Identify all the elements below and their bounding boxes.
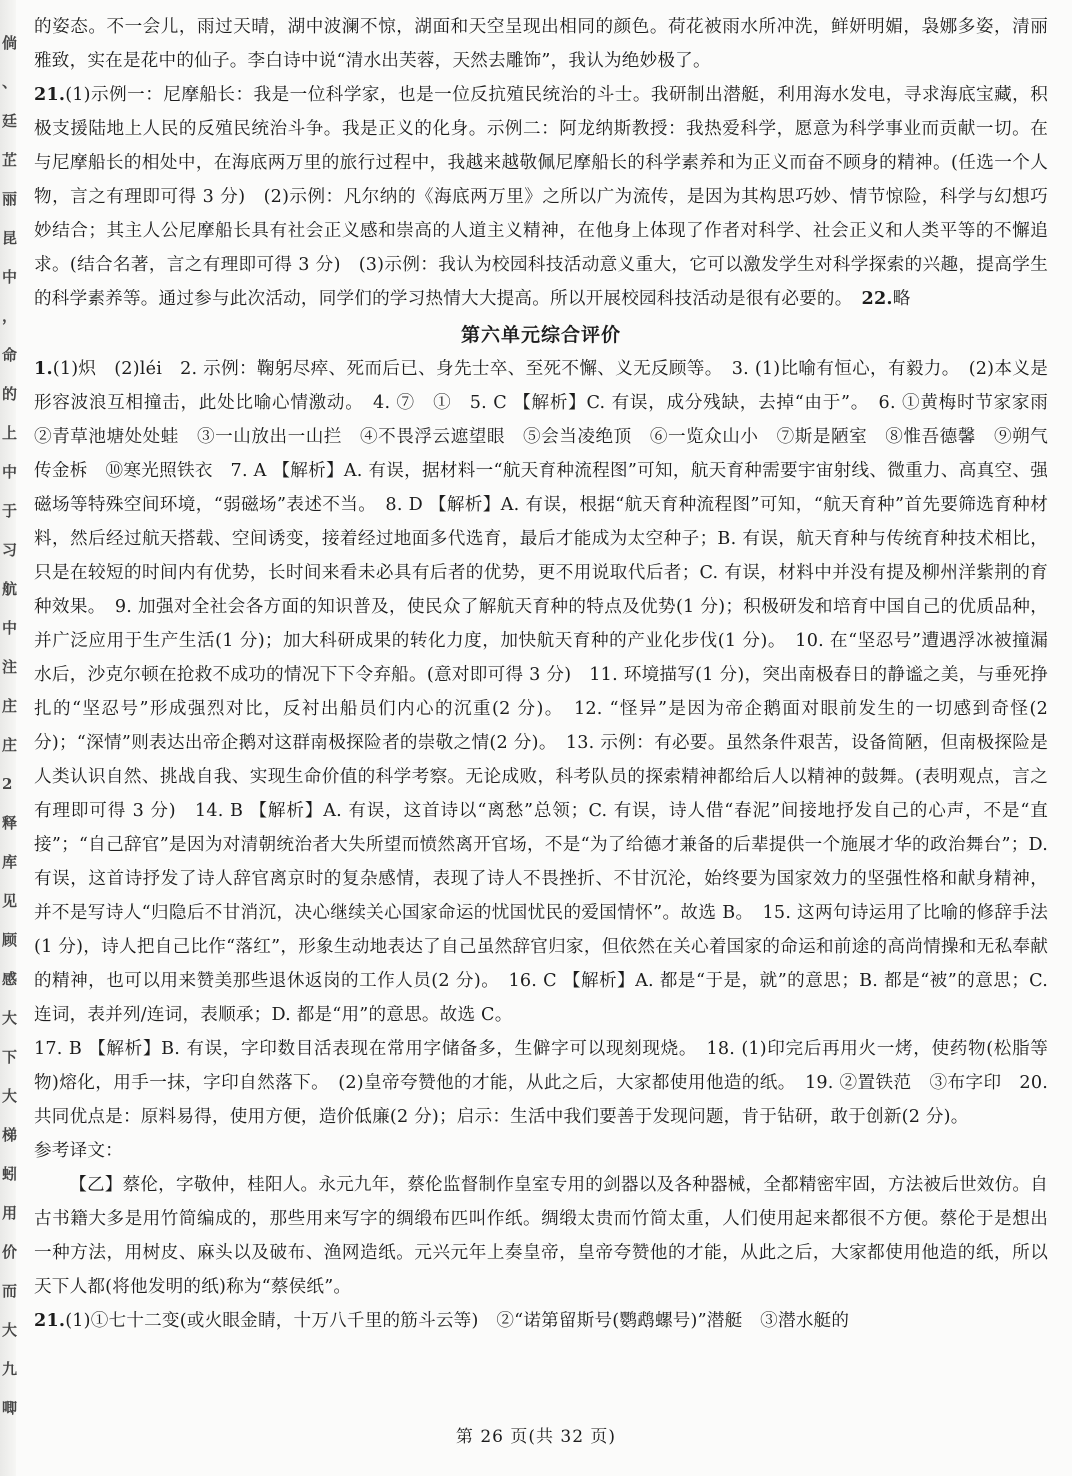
question-number: 21. (34, 1310, 66, 1331)
section-title: 第六单元综合评价 (460, 324, 621, 346)
margin-char: 九 (2, 1360, 18, 1378)
margin-char: 昆 (2, 229, 18, 247)
answer-21-part2 (34, 1304, 1048, 1338)
margin-char: 丽 (2, 190, 18, 208)
answer-page (34, 10, 1066, 1338)
question-number: 1. (34, 358, 53, 379)
margin-char: 上 (2, 424, 18, 442)
margin-char: 、 (2, 73, 18, 91)
answer-21-part1 (34, 78, 1048, 316)
question-number: 21. (34, 84, 66, 105)
margin-char: 释 (2, 814, 18, 832)
margin-char: 中 (2, 463, 18, 481)
margin-char: 庄 (2, 736, 18, 754)
margin-char: 大 (2, 1087, 18, 1105)
margin-char: 大 (2, 1321, 18, 1339)
margin-char: 用 (2, 1204, 18, 1222)
margin-char: 芷 (2, 151, 18, 169)
margin-char: 梯 (2, 1126, 18, 1144)
margin-char: 倘 (2, 34, 18, 52)
answers-block-2: 17. B 【解析】B. 有误，字印数目活表现在常用字储备多，生僻字可以现刻现烧。 18. (1)印完后再用火一烤，使药物(松脂等物)熔化，用手一抹，字印自然落下。 (2)皇帝夸赞他的才能，从此之后，大家都使用他造的纸。 19. ②置铁范 ③布字印 20. 共同优点是：原料易得，使用方便，造价低廉(2 分)；启示：生活中我们要善于发现问题，肯于钻研，敢于创新(2 分)。 (34, 1039, 1048, 1127)
answer-text: (1)示例一：尼摩船长：我是一位科学家，也是一位反抗殖民统治的斗士。我研制出潜艇，利用海水发电，寻求海底宝藏，积极支援陆地上人民的反殖民统治斗争。我是正义的化身。示例二：阿龙纳斯教授：我热爱科学，愿意为科学事业而贡献一切。在与尼摩船长的相处中，在海底两万里的旅行过程中，我越来越敬佩尼摩船长的科学素养和为正义而奋不顾身的精神。(任选一个人物，言之有理即可得 3 分) (2)示例：凡尔纳的《海底两万里》之所以广为流传，是因为其构思巧妙、情节惊险，科学与幻想巧妙结合；其主人公尼摩船长具有社会正义感和崇高的人道主义精神，在他身上体现了作者对科学、社会正义和人类平等的不懈追求。(结合名著，言之有理即可得 3 分) (3)示例：我认为校园科技活动意义重大，它可以激发学生对科学探索的兴趣，提高学生的科学素养等。通过参与此次活动，同学们的学习热情大大提高。所以开展校园科技活动是很有必要的。 (34, 85, 1048, 309)
page-footer: 第 26 页(共 32 页) (455, 1427, 617, 1447)
margin-char: 蚓 (2, 1165, 18, 1183)
margin-char: 航 (2, 580, 18, 598)
margin-char: 顾 (2, 931, 18, 949)
margin-char: 的 (2, 385, 18, 403)
margin-char: 注 (2, 658, 18, 676)
top-paragraph: 的姿态。不一会儿，雨过天晴，湖中波澜不惊，湖面和天空呈现出相同的颜色。荷花被雨水所冲洗，鲜妍明媚，袅娜多姿，清丽雅致，实在是花中的仙子。李白诗中说“清水出芙蓉，天然去雕饰”，我认为绝妙极了。 (34, 17, 1048, 71)
reference-translation-label: 参考译文： (34, 1141, 123, 1161)
margin-char: 廷 (2, 112, 18, 130)
margin-char: 感 (2, 970, 18, 988)
answer-text: 略 (892, 289, 911, 309)
margin-char: 而 (2, 1282, 18, 1300)
margin-char: 习 (2, 541, 18, 559)
margin-char: 中 (2, 619, 18, 637)
margin-char: 中 (2, 268, 18, 286)
reference-translation: 【乙】蔡伦，字敬仲，桂阳人。永元九年，蔡伦监督制作皇室专用的剑器以及各种器械，全都精密牢固，方法被后世效仿。自古书籍大多是用竹简编成的，那些用来写字的绸缎布匹叫作纸。绸缎太贵而竹简太重，人们使用起来都很不方便。蔡伦于是想出一种方法，用树皮、麻头以及破布、渔网造纸。元兴元年上奏皇帝，皇帝夸赞他的才能，从此之后，大家都使用他造的纸，所以天下人都(将他发明的纸)称为“蔡侯纸”。 (34, 1175, 1048, 1297)
answers-block (34, 352, 1066, 1032)
margin-char: ， (2, 307, 18, 325)
margin-char: 命 (2, 346, 18, 364)
answer-text: (1)①七十二变(或火眼金睛，十万八千里的筋斗云等) ②“诺第留斯号(鹦鹉螺号)”潜艇 ③潜水艇的 (65, 1311, 850, 1331)
margin-char: 唧 (2, 1399, 18, 1417)
margin-char: 下 (2, 1048, 18, 1066)
margin-char: 库 (2, 853, 18, 871)
binding-margin (0, 0, 16, 1476)
question-number: 22. (861, 288, 893, 309)
margin-char: 2 (2, 775, 13, 793)
margin-char: 见 (2, 892, 18, 910)
margin-char: 价 (2, 1243, 18, 1261)
margin-char: 大 (2, 1009, 18, 1027)
margin-char: 庄 (2, 697, 18, 715)
answer-text: (1)炽 (2)léi 2. 示例：鞠躬尽瘁、死而后已、身先士卒、至死不懈、义无反顾等。 3. (1)比喻有恒心，有毅力。 (2)本义是形容波浪互相撞击，此处比喻心情激动。 4. ⑦ ① 5. C 【解析】C. 有误，成分残缺，去掉“由于”。 6. ①黄梅时节家家雨 ②青草池塘处处蛙 ③一山放出一山拦 ④不畏浮云遮望眼 ⑤会当凌绝顶 ⑥一览众山小 ⑦斯是陋室 ⑧惟吾德馨 ⑨朔气传金柝 ⑩寒光照铁衣 7. A 【解析】A. 有误，据材料一“航天育种流程图”可知，航天育种需要宇宙射线、微重力、高真空、强磁场等特殊空间环境，“弱磁场”表述不当。 8. D 【解析】A. 有误，根据“航天育种流程图”可知，“航天育种”首先要筛选育种材料，然后经过航天搭载、空间诱变，接着经过地面多代选育，最后才能成为太空种子；B. 有误，航天育种与传统育种技术相比，只是在较短的时间内有优势，长时间来看未必具有后者的优势，更不用说取代后者；C. 有误，材料中并没有提及柳州洋紫荆的育种效果。 9. 加强对全社会各方面的知识普及，使民众了解航天育种的特点及优势(1 分)；积极研发和培育中国自己的优质品种，并广泛应用于生产生活(1 分)；加大科研成果的转化力度，加快航天育种的产业化步伐(1 分)。 10. 在“坚忍号”遭遇浮冰被撞漏水后，沙克尔顿在抢救不成功的情况下下令弃船。(意对即可得 3 分) 11. 环境描写(1 分)，突出南极春日的静谧之美，与垂死挣扎的“坚忍号”形成强烈对比，反衬出船员们内心的沉重(2 分)。 12. “怪异”是因为帝企鹅面对眼前发生的一切感到奇怪(2 分)；“深情”则表达出帝企鹅对这群南极探险者的崇敬之情(2 分)。 13. 示例：有必要。虽然条件艰苦，设备简陋，但南极探险是人类认识自然、挑战自我、实现生命价值的科学考察。无论成败，科考队员的探索精神都给后人以精神的鼓舞。(表明观点，言之有理即可得 3 分) 14. B 【解析】A. 有误，这首诗以“离愁”总领；C. 有误，诗人借“春泥”间接地抒发自己的心声，不是“直接”；“自己辞官”是因为对清朝统治者大失所望而愤然离开官场，不是“为了给德才兼备的后辈提供一个施展才华的政治舞台”；D. 有误，这首诗抒发了诗人辞官离京时的复杂感情，表现了诗人不畏挫折、不甘沉沦，始终要为国家效力的坚强性格和献身精神，并不是写诗人“归隐后不甘消沉，决心继续关心国家命运的忧国忧民的爱国情怀”。故选 B。 15. 这两句诗运用了比喻的修辞手法(1 分)，诗人把自己比作“落红”，形象生动地表达了自己虽然辞官归家，但依然在关心着国家的命运和前途的高尚情操和无私奉献的精神，也可以用来赞美那些退休返岗的工作人员(2 分)。 16. C 【解析】A. 都是“于是，就”的意思；B. 都是“被”的意思；C. 连词，表并列/连词，表顺承；D. 都是“用”的意思。故选 C。 (34, 359, 1066, 1025)
margin-char: 于 (2, 502, 18, 520)
